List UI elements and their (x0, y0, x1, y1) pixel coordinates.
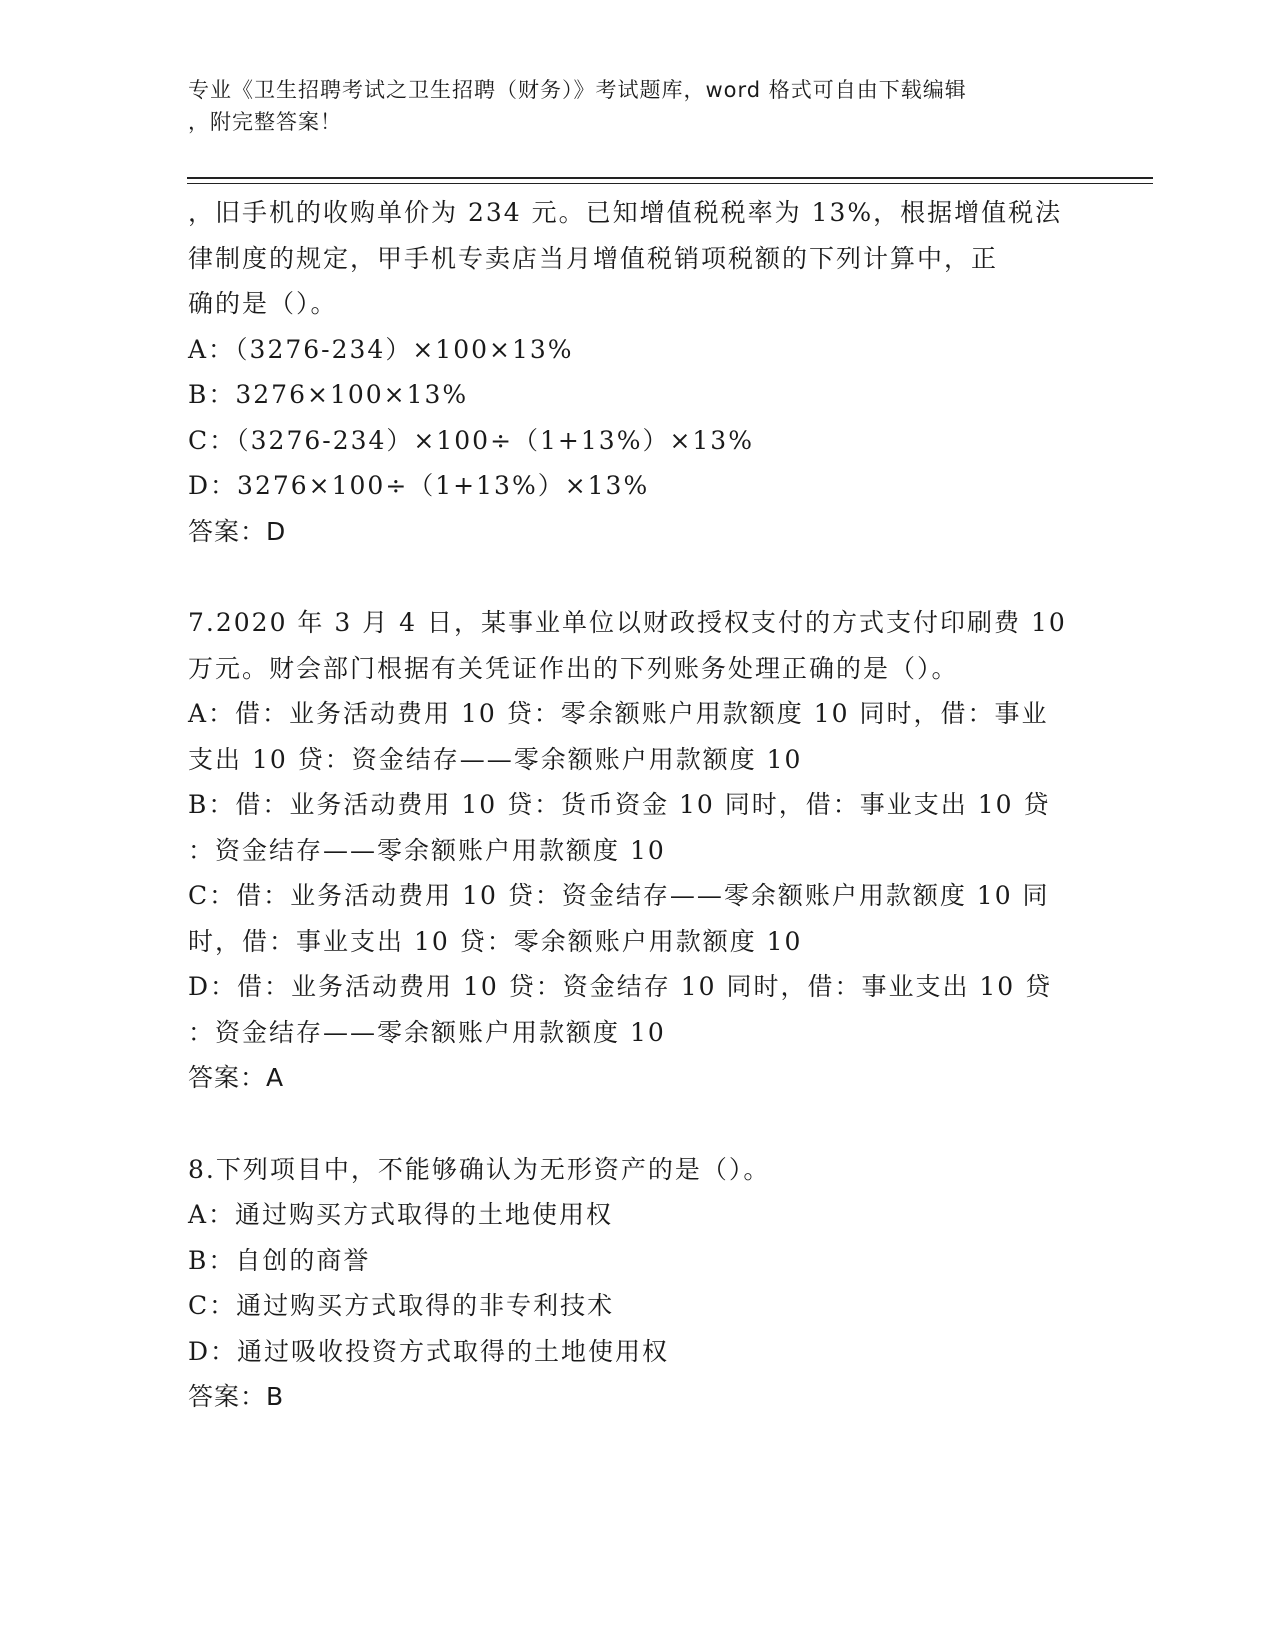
answer-line: 答案：B (188, 1382, 285, 1411)
option-c: C：通过购买方式取得的非专利技术 (188, 1291, 615, 1320)
answer-line: 答案：A (188, 1063, 285, 1092)
document-header (188, 74, 1068, 138)
option-b: B：自创的商誉 (188, 1245, 371, 1275)
question-stem-line: 律制度的规定，甲手机专卖店当月增值税销项税额的下列计算中，正 (188, 243, 999, 273)
question-stem-line: 万元。财会部门根据有关凭证作出的下列账务处理正确的是（）。 (188, 653, 959, 683)
answer-line: 答案：D (188, 516, 287, 546)
question-stem-line: 8.下列项目中，不能够确认为无形资产的是（）。 (188, 1154, 771, 1184)
option-a: A：（3276-234）×100×13% (188, 334, 574, 364)
header-divider-thick (187, 177, 1153, 179)
option-d: D：3276×100÷（1+13%）×13% (188, 471, 650, 500)
option-a-line-1: A：借：业务活动费用 10 贷：零余额账户用款额度 10 同时，借：事业 (188, 699, 1049, 728)
option-c-line-2: 时，借：事业支出 10 贷：零余额账户用款额度 10 (188, 926, 803, 956)
question-8 (188, 1147, 1108, 1420)
option-d-line-2: ：资金结存——零余额账户用款额度 10 (188, 1017, 666, 1047)
option-c: C：（3276-234）×100÷（1+13%）×13% (188, 425, 754, 455)
option-b-line-2: ：资金结存——零余额账户用款额度 10 (188, 835, 666, 865)
spacer (188, 554, 1108, 600)
option-a: A：通过购买方式取得的土地使用权 (188, 1200, 614, 1229)
question-7 (188, 600, 1108, 1101)
spacer (188, 1101, 1108, 1147)
question-stem-line: ，旧手机的收购单价为 234 元。已知增值税税率为 13%，根据增值税法 (188, 198, 1063, 227)
option-b-line-1: B：借：业务活动费用 10 贷：货币资金 10 同时，借：事业支出 10 贷 (188, 790, 1051, 819)
question-stem-line: 7.2020 年 3 月 4 日，某事业单位以财政授权支付的方式支付印刷费 10 (188, 608, 1067, 637)
question-stem-line: 确的是（）。 (188, 289, 338, 318)
option-d-line-1: D：借：业务活动费用 10 贷：资金结存 10 同时，借：事业支出 10 贷 (188, 972, 1053, 1001)
header-title-line-1: 专业《卫生招聘考试之卫生招聘（财务）》考试题库，word 格式可自由下载编辑 (188, 78, 967, 102)
question-6 (188, 190, 1108, 554)
option-a-line-2: 支出 10 贷：资金结存——零余额账户用款额度 10 (188, 744, 803, 774)
option-b: B：3276×100×13% (188, 380, 469, 409)
document-body (188, 190, 1108, 1420)
header-title-line-2: ，附完整答案！ (188, 110, 342, 134)
option-d: D：通过吸收投资方式取得的土地使用权 (188, 1336, 670, 1366)
header-divider-thin (187, 183, 1153, 184)
option-c-line-1: C：借：业务活动费用 10 贷：资金结存——零余额账户用款额度 10 同 (188, 881, 1050, 910)
